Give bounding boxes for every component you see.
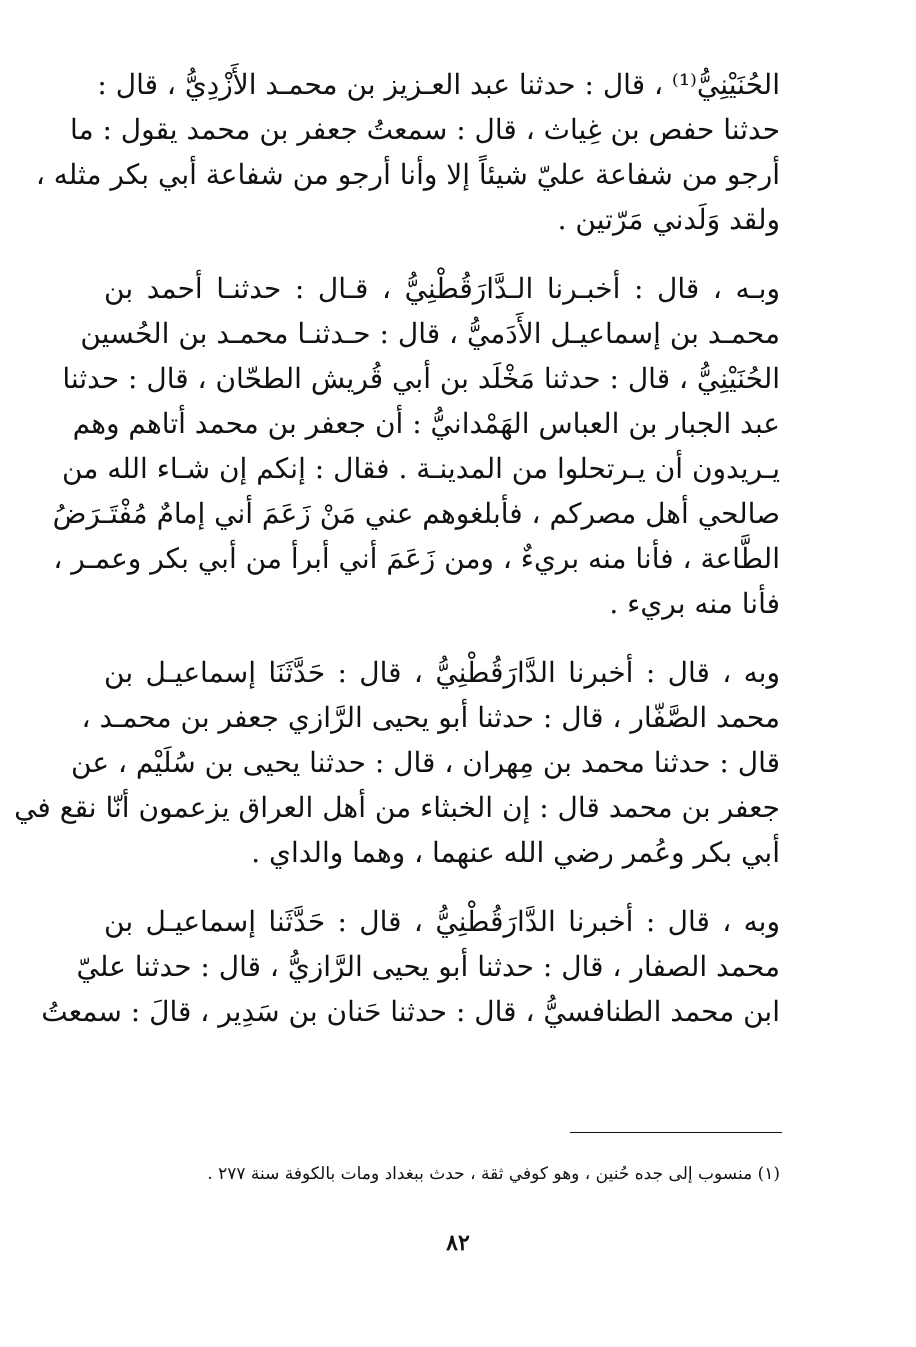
- paragraph-3: [14, 650, 780, 875]
- text-line: محمـد بن إسماعيـل الأَدَميُّ ، قال : حـدثنـا محمـد بن الحُسين: [80, 317, 780, 350]
- text-line: أبي بكر وعُمر رضي الله عنهما ، وهما والداي .: [251, 836, 780, 869]
- text-line: صالحي أهل مصركم ، فأبلغوهم عني مَنْ زَعَمَ أني إمامٌ مُفْتَـرَضُ: [52, 497, 780, 530]
- text-line: أرجو من شفاعة عليّ شيئاً إلا وأنا أرجو من شفاعة أبي بكر مثله ،: [35, 158, 780, 191]
- text-line: يـريدون أن يـرتحلوا من المدينـة . فقال : إنكم إن شـاء الله من: [62, 452, 780, 485]
- text-line: محمد الصَّفّار ، قال : حدثنا أبو يحيى الرَّازي جعفر بن محمـد ،: [81, 701, 780, 734]
- text-line: ابن محمد الطنافسيُّ ، قال : حدثنا حَنان بن سَدِير ، قالَ : سمعتُ: [41, 995, 780, 1028]
- paragraph-4: [41, 899, 780, 1034]
- paragraph-2: [52, 266, 780, 626]
- text-line: الحُنَيْنِيُّ ، قال : حدثنا مَخْلَد بن أبي قُريش الطحّان ، قال : حدثنا: [62, 362, 780, 395]
- page-number: ٨٢: [446, 1230, 470, 1256]
- text-line: الطَّاعة ، فأنا منه بريءٌ ، ومن زَعَمَ أني أبرأ من أبي بكر وعمـر ،: [53, 542, 780, 575]
- text-line: وبه ، قال : أخبرنا الدَّارَقُطْنِيُّ ، قال : حَدَّثَنَا إسماعيـل بن: [104, 656, 780, 689]
- footnote: (١) منسوب إلى جده حُنين ، وهو كوفي ثقة ، حدث ببغداد ومات بالكوفة سنة ٢٧٧ .: [207, 1164, 780, 1184]
- text-line: عبد الجبار بن العباس الهَمْدانيُّ : أن جعفر بن محمد أتاهم وهم: [72, 407, 780, 440]
- text-line: الحُنَيْنِيُّ⁽¹⁾ ، قال : حدثنا عبد العـزيز بن محمـد الأَزْدِيُّ ، قال :: [97, 68, 780, 101]
- text-line: وبه ، قال : أخبرنا الدَّارَقُطْنِيُّ ، قال : حَدَّثَنا إسماعيـل بن: [104, 905, 780, 938]
- text-line: وبـه ، قال : أخبـرنا الـدَّارَقُطْنِيُّ ، قـال : حدثنـا أحمد بن: [104, 272, 780, 305]
- text-line: جعفر بن محمد قال : إن الخبثاء من أهل العراق يزعمون أنّا نقع في: [14, 791, 780, 824]
- paragraph-1: [35, 62, 780, 242]
- text-line: قال : حدثنا محمد بن مِهران ، قال : حدثنا يحيى بن سُلَيْم ، عن: [71, 746, 780, 779]
- text-line: حدثنا حفص بن غِياث ، قال : سمعتُ جعفر بن محمد يقول : ما: [70, 113, 780, 146]
- text-line: محمد الصفار ، قال : حدثنا أبو يحيى الرَّازيُّ ، قال : حدثنا عليّ: [76, 950, 780, 983]
- text-line: فأنا منه بريء .: [609, 587, 780, 620]
- text-line: ولقد وَلَدني مَرّتين .: [557, 203, 780, 236]
- main-text: [14, 62, 780, 1058]
- footnote-divider: [570, 1132, 782, 1133]
